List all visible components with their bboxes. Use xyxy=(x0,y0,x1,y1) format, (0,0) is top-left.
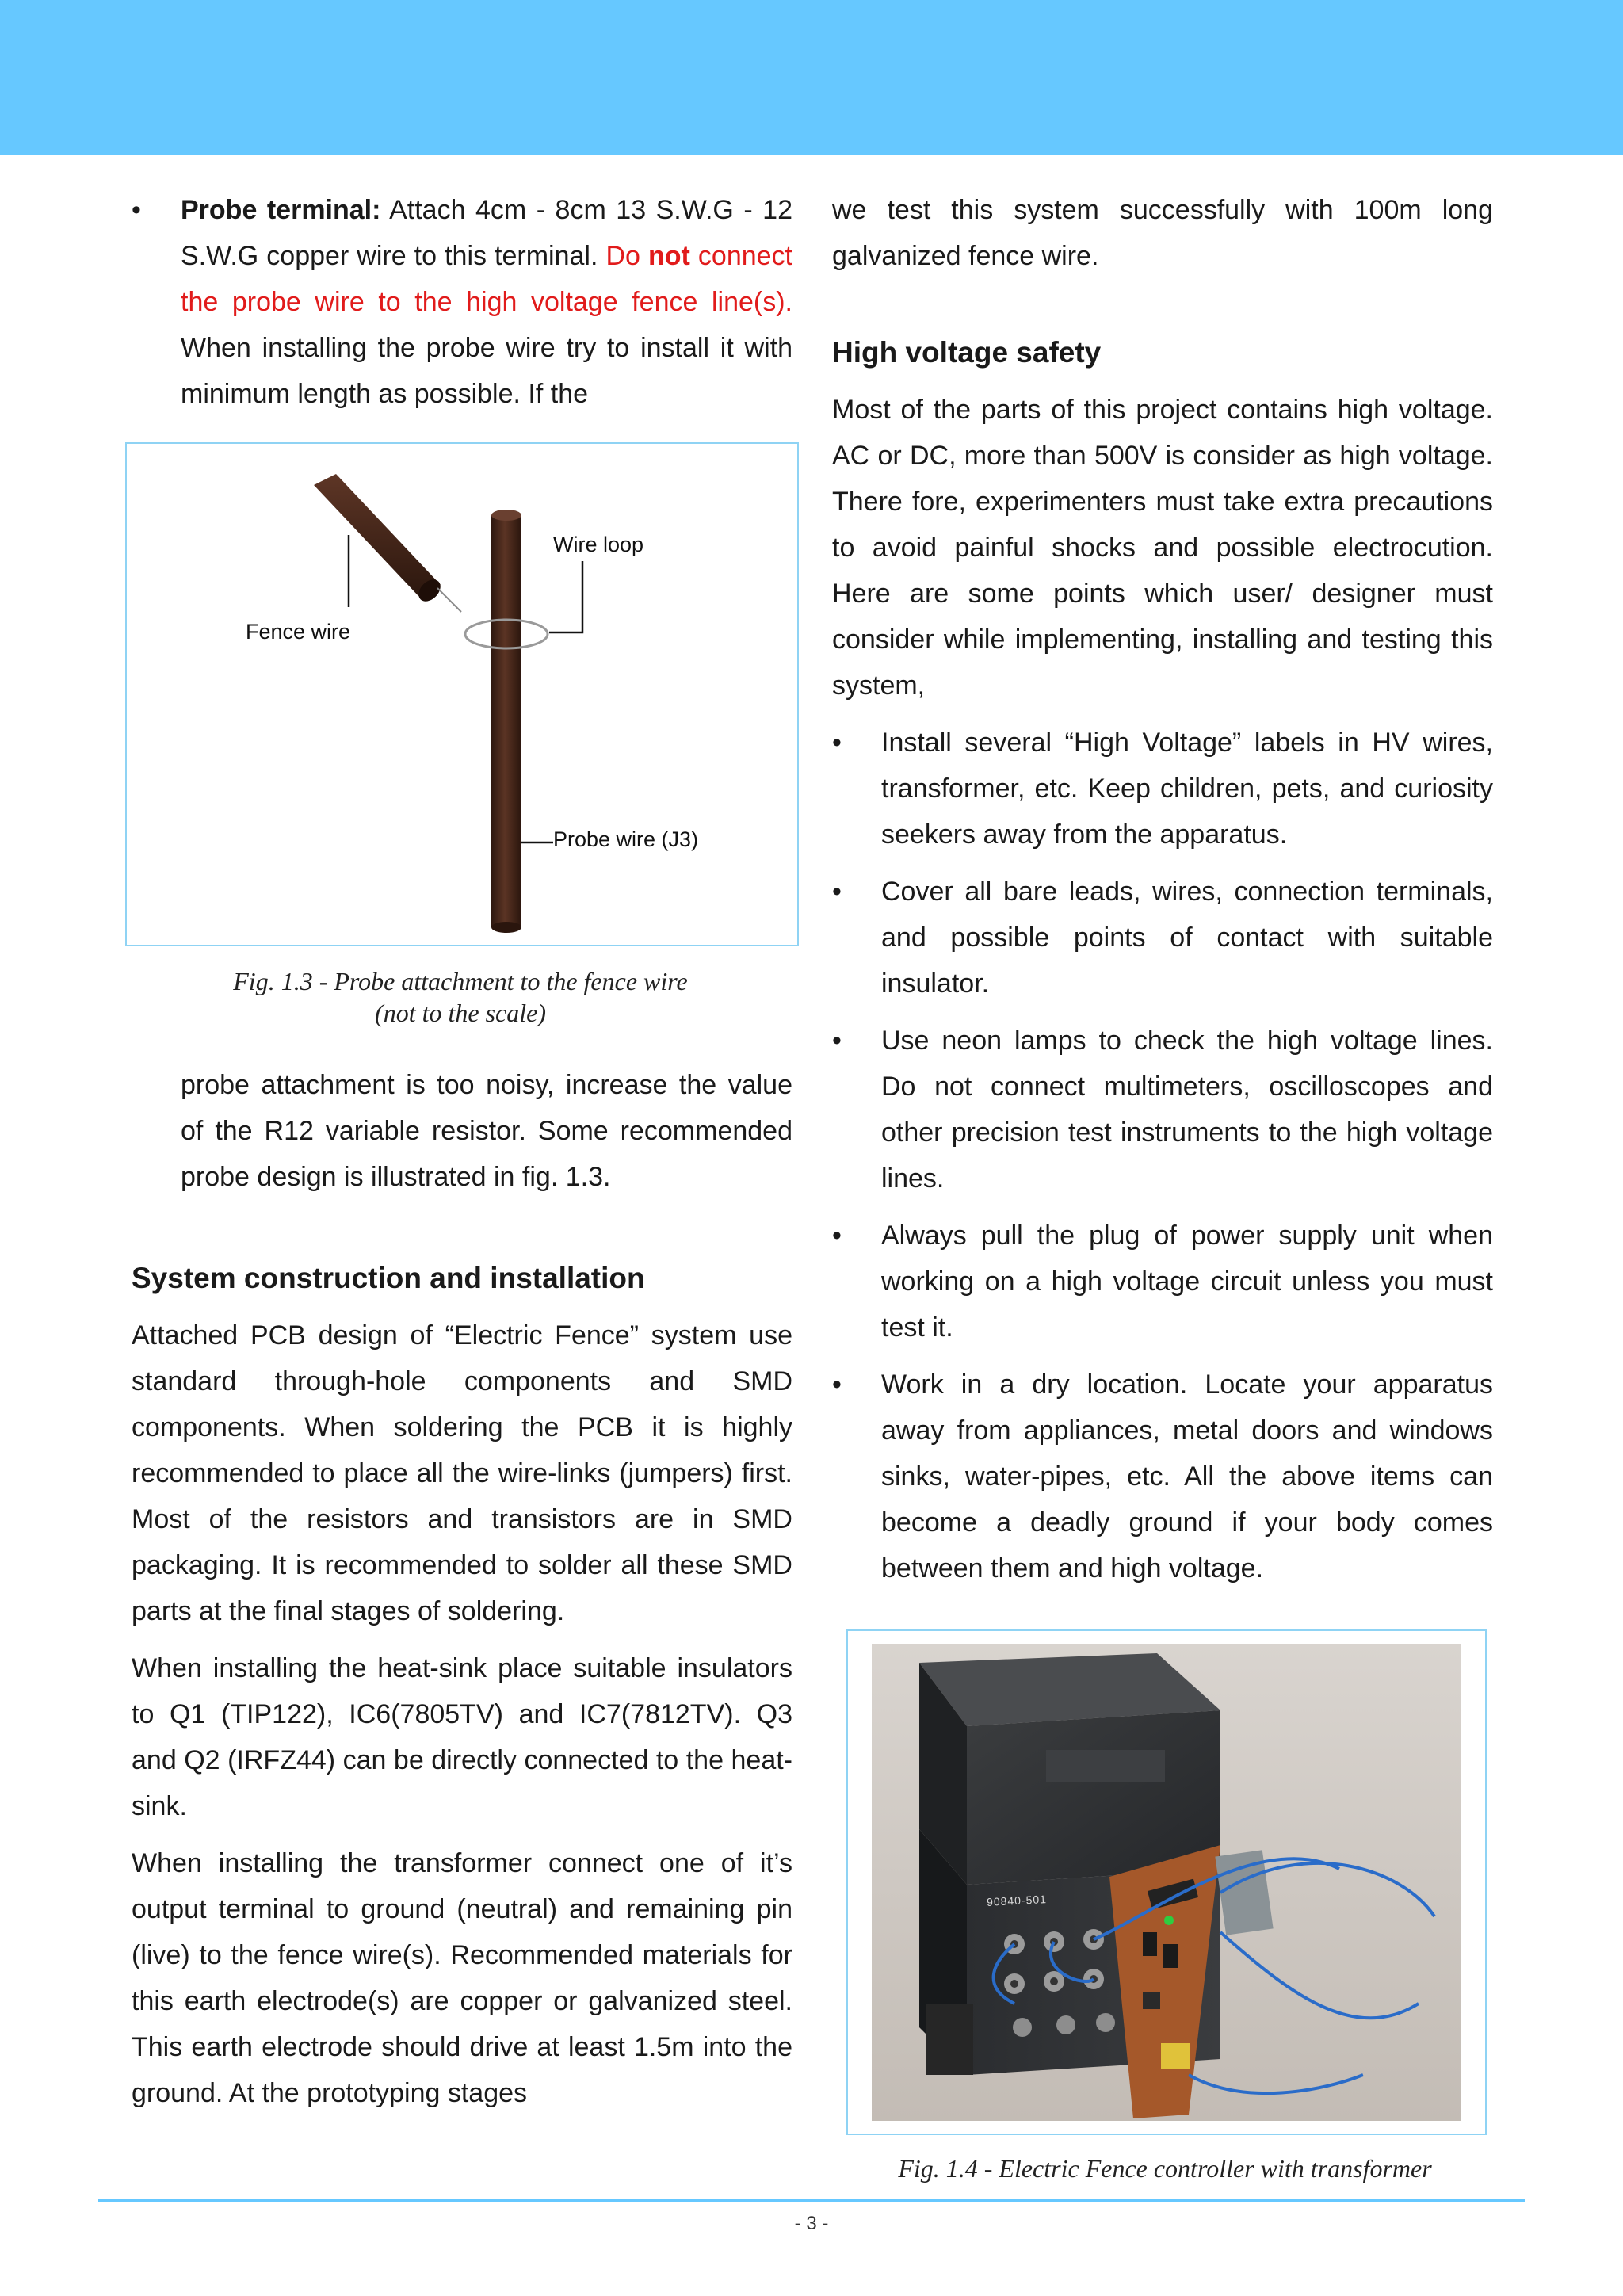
bullet-item xyxy=(132,187,792,417)
construction-paragraph: Attached PCB design of “Electric Fence” system use standard through-hole components and SMD components. When soldering the PCB it is highly recommended to place all the wire-links (jumpers) first. Most of the resistors and transistors are in SMD packaging. It is recommended to solder all these SMD parts at the final stages of soldering. xyxy=(132,1320,792,1626)
section-heading-safety: High voltage safety xyxy=(832,336,1102,369)
figure-1-3-caption xyxy=(125,965,796,1029)
probe-warning-2: connect the probe wire to the high voltage fence line(s). xyxy=(181,241,792,317)
bullet-item: • Work in a dry location. Locate your apparatus away from appliances, metal doors and windows sinks, water-pipes, etc. All the above items can become a deadly ground if your body comes between them and high voltage. xyxy=(832,1362,1493,1591)
fence-wire-shape xyxy=(314,474,445,606)
figure-1-3-caption-line1: Fig. 1.3 - Probe attachment to the fence wire xyxy=(233,967,688,995)
construction-paragraph: When installing the transformer connect one of it’s output terminal to ground (neutral) and remaining pin (live) to the fence wire(s). Recommended materials for this earth electrode(s) are copper or galvanized steel. This earth electrode should drive at least 1.5m into the ground. At the prototyping stages xyxy=(132,1848,792,2108)
figure-1-4-frame xyxy=(846,1629,1487,2135)
construction-paragraph: When installing the heat-sink place suitable insulators to Q1 (TIP122), IC6(7805TV) and IC7(7812TV). Q3 and Q2 (IRFZ44) can be directly connected to the heat-sink. xyxy=(132,1653,792,1821)
safety-intro: Most of the parts of this project contains high voltage. AC or DC, more than 500V is consider as high voltage. There fore, experimenters must take extra precautions to avoid painful shocks and possible electrocution. Here are some points which user/ designer must consider while implementing, installing and testing this system, xyxy=(832,395,1493,701)
footer-rule xyxy=(98,2199,1525,2202)
probe-terminal-bullet xyxy=(132,187,792,417)
probe-label: Probe terminal: xyxy=(181,195,381,225)
bullet-item: • Always pull the plug of power supply unit when working on a high voltage circuit unless you must test it. xyxy=(832,1213,1493,1350)
transformer-plate-label: 90840-501 xyxy=(986,1893,1048,1908)
right-column xyxy=(832,187,1493,1591)
probe-wire-label: Probe wire (J3) xyxy=(553,827,699,851)
continuation-text: we test this system successfully with 100m long galvanized fence wire. xyxy=(832,195,1493,271)
page-number: - 3 - xyxy=(794,2213,829,2234)
probe-warning-1: Do xyxy=(605,241,648,271)
bare-wire xyxy=(437,588,461,612)
bullet-item: • Install several “High Voltage” labels in HV wires, transformer, etc. Keep children, pets, and curiosity seekers away from the apparatus. xyxy=(832,720,1493,858)
header-band xyxy=(0,0,1623,155)
bullet-item: • Cover all bare leads, wires, connection terminals, and possible points of contact with suitable insulator. xyxy=(832,869,1493,1007)
section-heading-construction: System construction and installation xyxy=(132,1262,645,1294)
terminal-posts xyxy=(1004,1929,1115,2037)
probe-continued-text: probe attachment is too noisy, increase the value of the R12 variable resistor. Some recommended probe design is illustrated in fig. 1.3. xyxy=(181,1070,792,1192)
probe-rod-shape xyxy=(491,510,521,933)
bullet-item: • Use neon lamps to check the high voltage lines. Do not connect multimeters, oscilloscopes and other precision test instruments to the high voltage lines. xyxy=(832,1018,1493,1201)
wire-loop-label: Wire loop xyxy=(553,533,644,556)
probe-warning-not: not xyxy=(648,241,690,271)
figure-1-3-caption-line2: (not to the scale) xyxy=(375,999,546,1027)
figure-1-4-caption: Fig. 1.4 - Electric Fence controller with transformer xyxy=(898,2154,1432,2183)
probe-text-2: When installing the probe wire try to install it with minimum length as possible. If the xyxy=(181,333,792,409)
figure-1-3-frame xyxy=(125,442,799,946)
probe-text-1: Attach 4cm - 8cm 13 S.W.G - 12 S.W.G copper wire to this terminal. xyxy=(181,195,792,271)
probe-attachment-illustration xyxy=(127,444,797,945)
controller-photo xyxy=(848,1631,1485,2134)
fence-wire-label: Fence wire xyxy=(246,620,351,644)
left-column-lower xyxy=(132,1062,792,2116)
wire-loop-leader xyxy=(549,561,582,632)
